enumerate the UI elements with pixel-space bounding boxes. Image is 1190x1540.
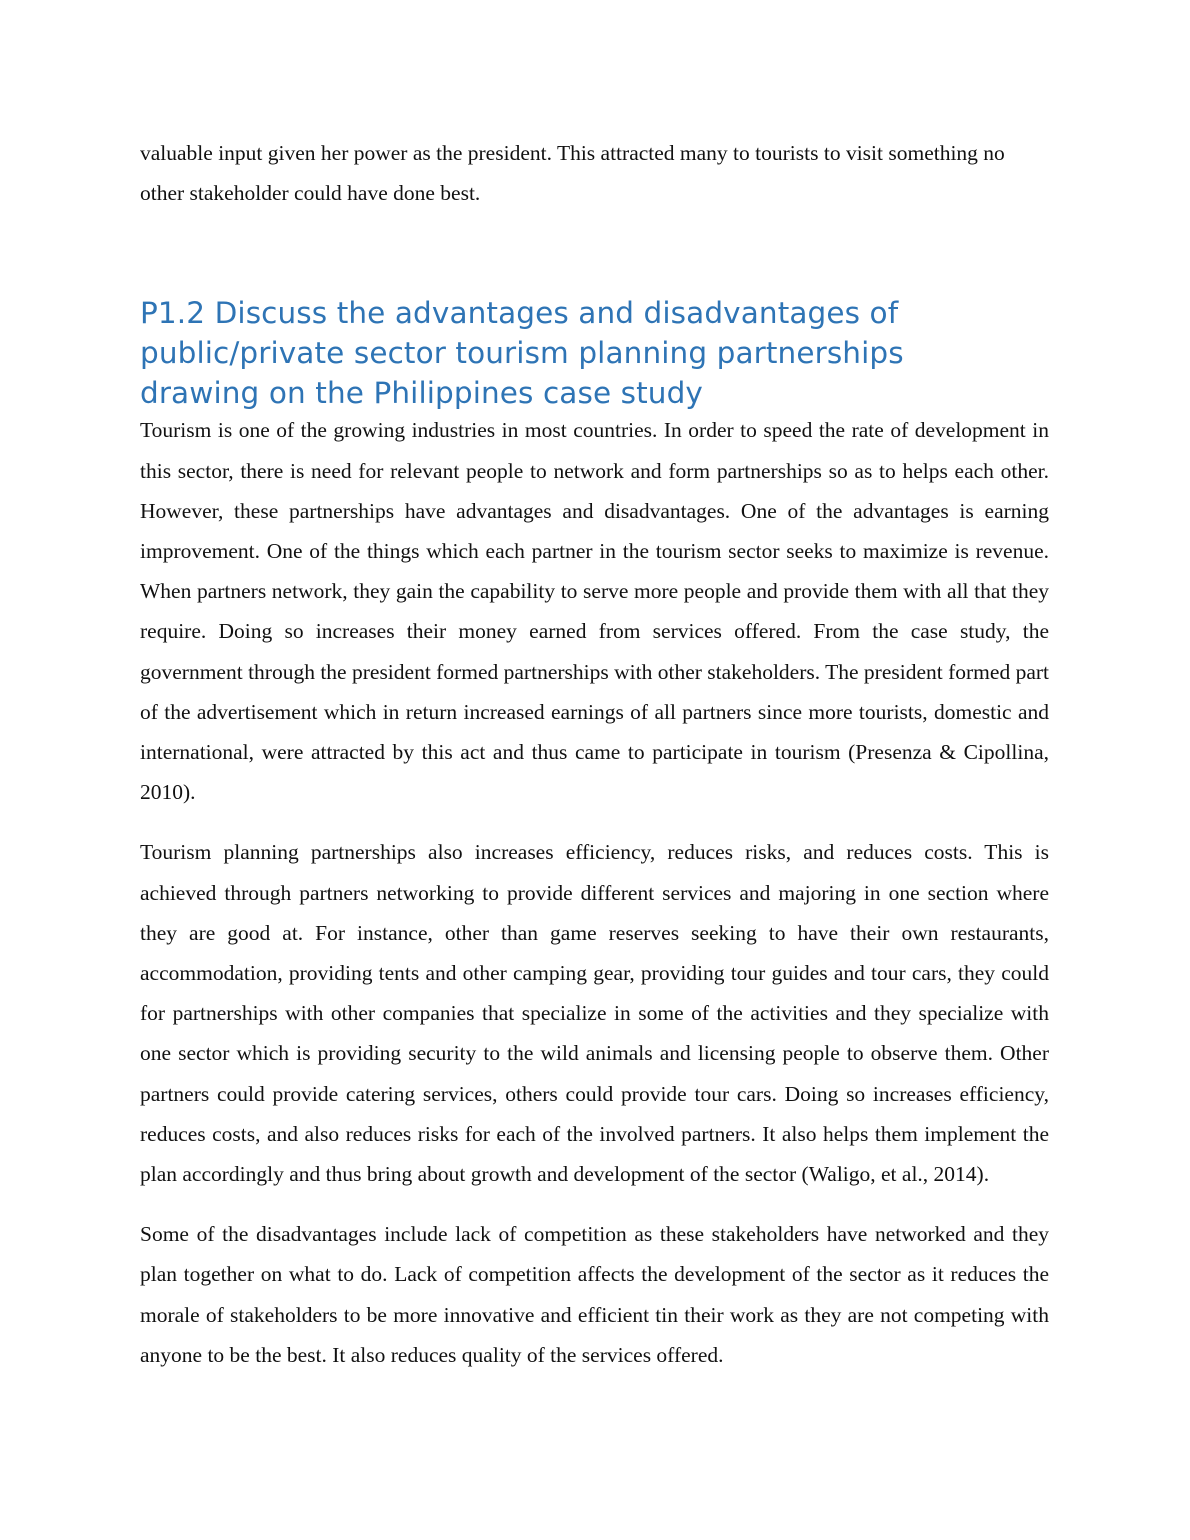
body-paragraph-efficiency: Tourism planning partnerships also increases efficiency, reduces risks, and reduces costs. This is achieved through partners networking to provide different services and majoring in one section where they are good at. For instance, other than game reserves seeking to have their own restaurants, accommodation, providing tents and other camping gear, providing tour guides and tour cars, they could for partnerships with other companies that specialize in some of the activities and they specialize with one sector which is providing security to the wild animals and licensing people to observe them. Other partners could provide catering services, others could provide tour cars. Doing so increases efficiency, reduces costs, and also reduces risks for each of the involved partners. It also helps them implement the plan accordingly and thus bring about growth and development of the sector (Waligo, et al., 2014).: [140, 840, 1049, 1187]
document-content: [140, 133, 1049, 1375]
body-paragraph-disadvantages: Some of the disadvantages include lack of competition as these stakeholders have networked and they plan together on what to do. Lack of competition affects the development of the sector as it reduces the morale of stakeholders to be more innovative and efficient tin their work as they are not competing with anyone to be the best. It also reduces quality of the services offered.: [140, 1222, 1049, 1367]
continued-paragraph: valuable input given her power as the president. This attracted many to tourists to visit something no other stakeholder could have done best.: [140, 141, 1005, 206]
section-heading: P1.2 Discuss the advantages and disadvantages of public/private sector tourism planning partnerships drawing on the Philippines case study: [140, 296, 904, 411]
body-paragraph-advantages-earnings: Tourism is one of the growing industries in most countries. In order to speed the rate of development in this sector, there is need for relevant people to network and form partnerships so as to helps each other. However, these partnerships have advantages and disadvantages. One of the advantages is earning improvement. One of the things which each partner in the tourism sector seeks to maximize is revenue. When partners network, they gain the capability to serve more people and provide them with all that they require. Doing so increases their money earned from services offered. From the case study, the government through the president formed partnerships with other stakeholders. The president formed part of the advertisement which in return increased earnings of all partners since more tourists, domestic and international, were attracted by this act and thus came to participate in tourism (Presenza & Cipollina, 2010).: [140, 418, 1049, 805]
